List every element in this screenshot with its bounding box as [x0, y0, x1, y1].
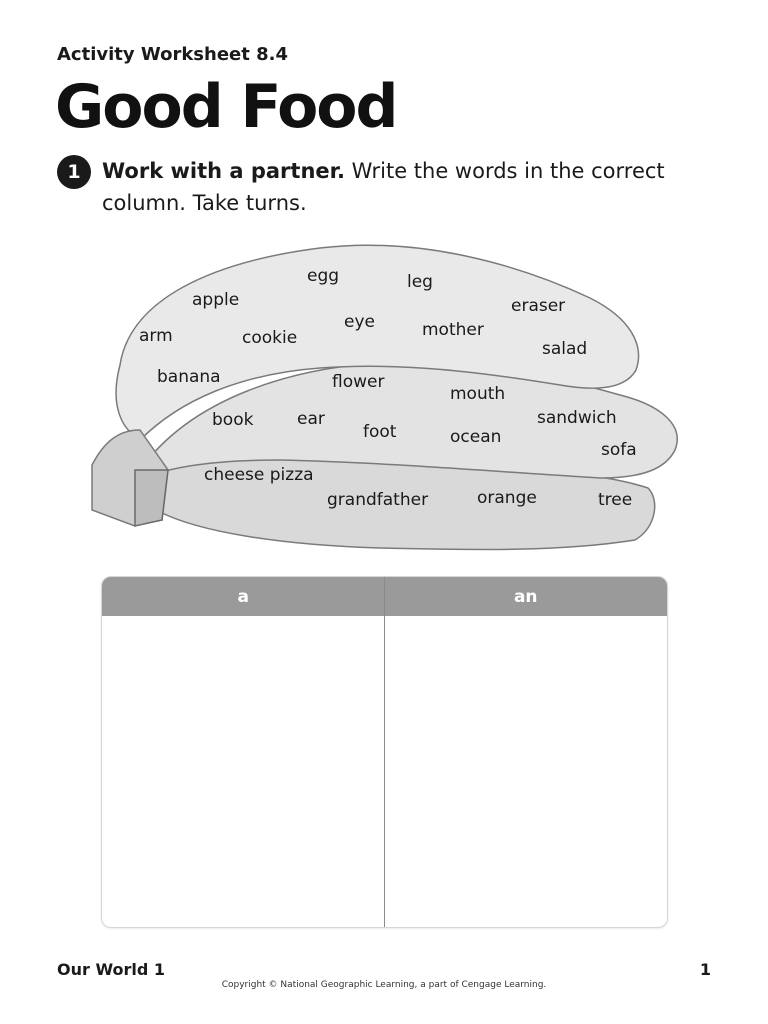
step-number-badge: 1 [57, 155, 91, 189]
page-title: Good Food [55, 72, 397, 142]
column-an-writing-area[interactable] [385, 616, 667, 927]
word-leg: leg [407, 272, 433, 292]
column-a-writing-area[interactable] [102, 616, 384, 927]
worksheet-subtitle: Activity Worksheet 8.4 [57, 44, 289, 65]
word-orange: orange [477, 488, 537, 508]
banana-stem-tip [135, 470, 168, 526]
word-sandwich: sandwich [537, 408, 617, 428]
sorting-table [101, 576, 668, 928]
word-ear: ear [297, 409, 325, 429]
word-mouth: mouth [450, 384, 506, 404]
word-flower: flower [332, 372, 385, 392]
column-header-an: an [513, 586, 538, 607]
word-ocean: ocean [450, 427, 502, 447]
footer-book-title: Our World 1 [57, 960, 166, 979]
word-grandfather: grandfather [327, 490, 429, 510]
word-foot: foot [363, 422, 397, 442]
word-salad: salad [542, 339, 588, 359]
word-eraser: eraser [511, 296, 566, 316]
word-tree: tree [598, 490, 633, 510]
word-sofa: sofa [601, 440, 637, 460]
word-mother: mother [422, 320, 484, 340]
word-arm: arm [139, 326, 173, 346]
instruction-body: Write the words in the correct column. Take turns. [102, 159, 665, 215]
word-cheese-pizza: cheese pizza [204, 465, 314, 485]
word-cookie: cookie [242, 328, 298, 348]
instruction-bold: Work with a partner. [102, 159, 345, 183]
copyright-notice: Copyright © National Geographic Learning, a part of Cengage Learning. [221, 980, 547, 990]
word-banana: banana [157, 367, 221, 387]
column-header-a: a [237, 586, 249, 607]
page-number: 1 [699, 960, 711, 979]
word-apple: apple [192, 290, 240, 310]
word-book: book [212, 410, 254, 430]
word-egg: egg [307, 266, 340, 286]
word-eye: eye [344, 312, 375, 332]
